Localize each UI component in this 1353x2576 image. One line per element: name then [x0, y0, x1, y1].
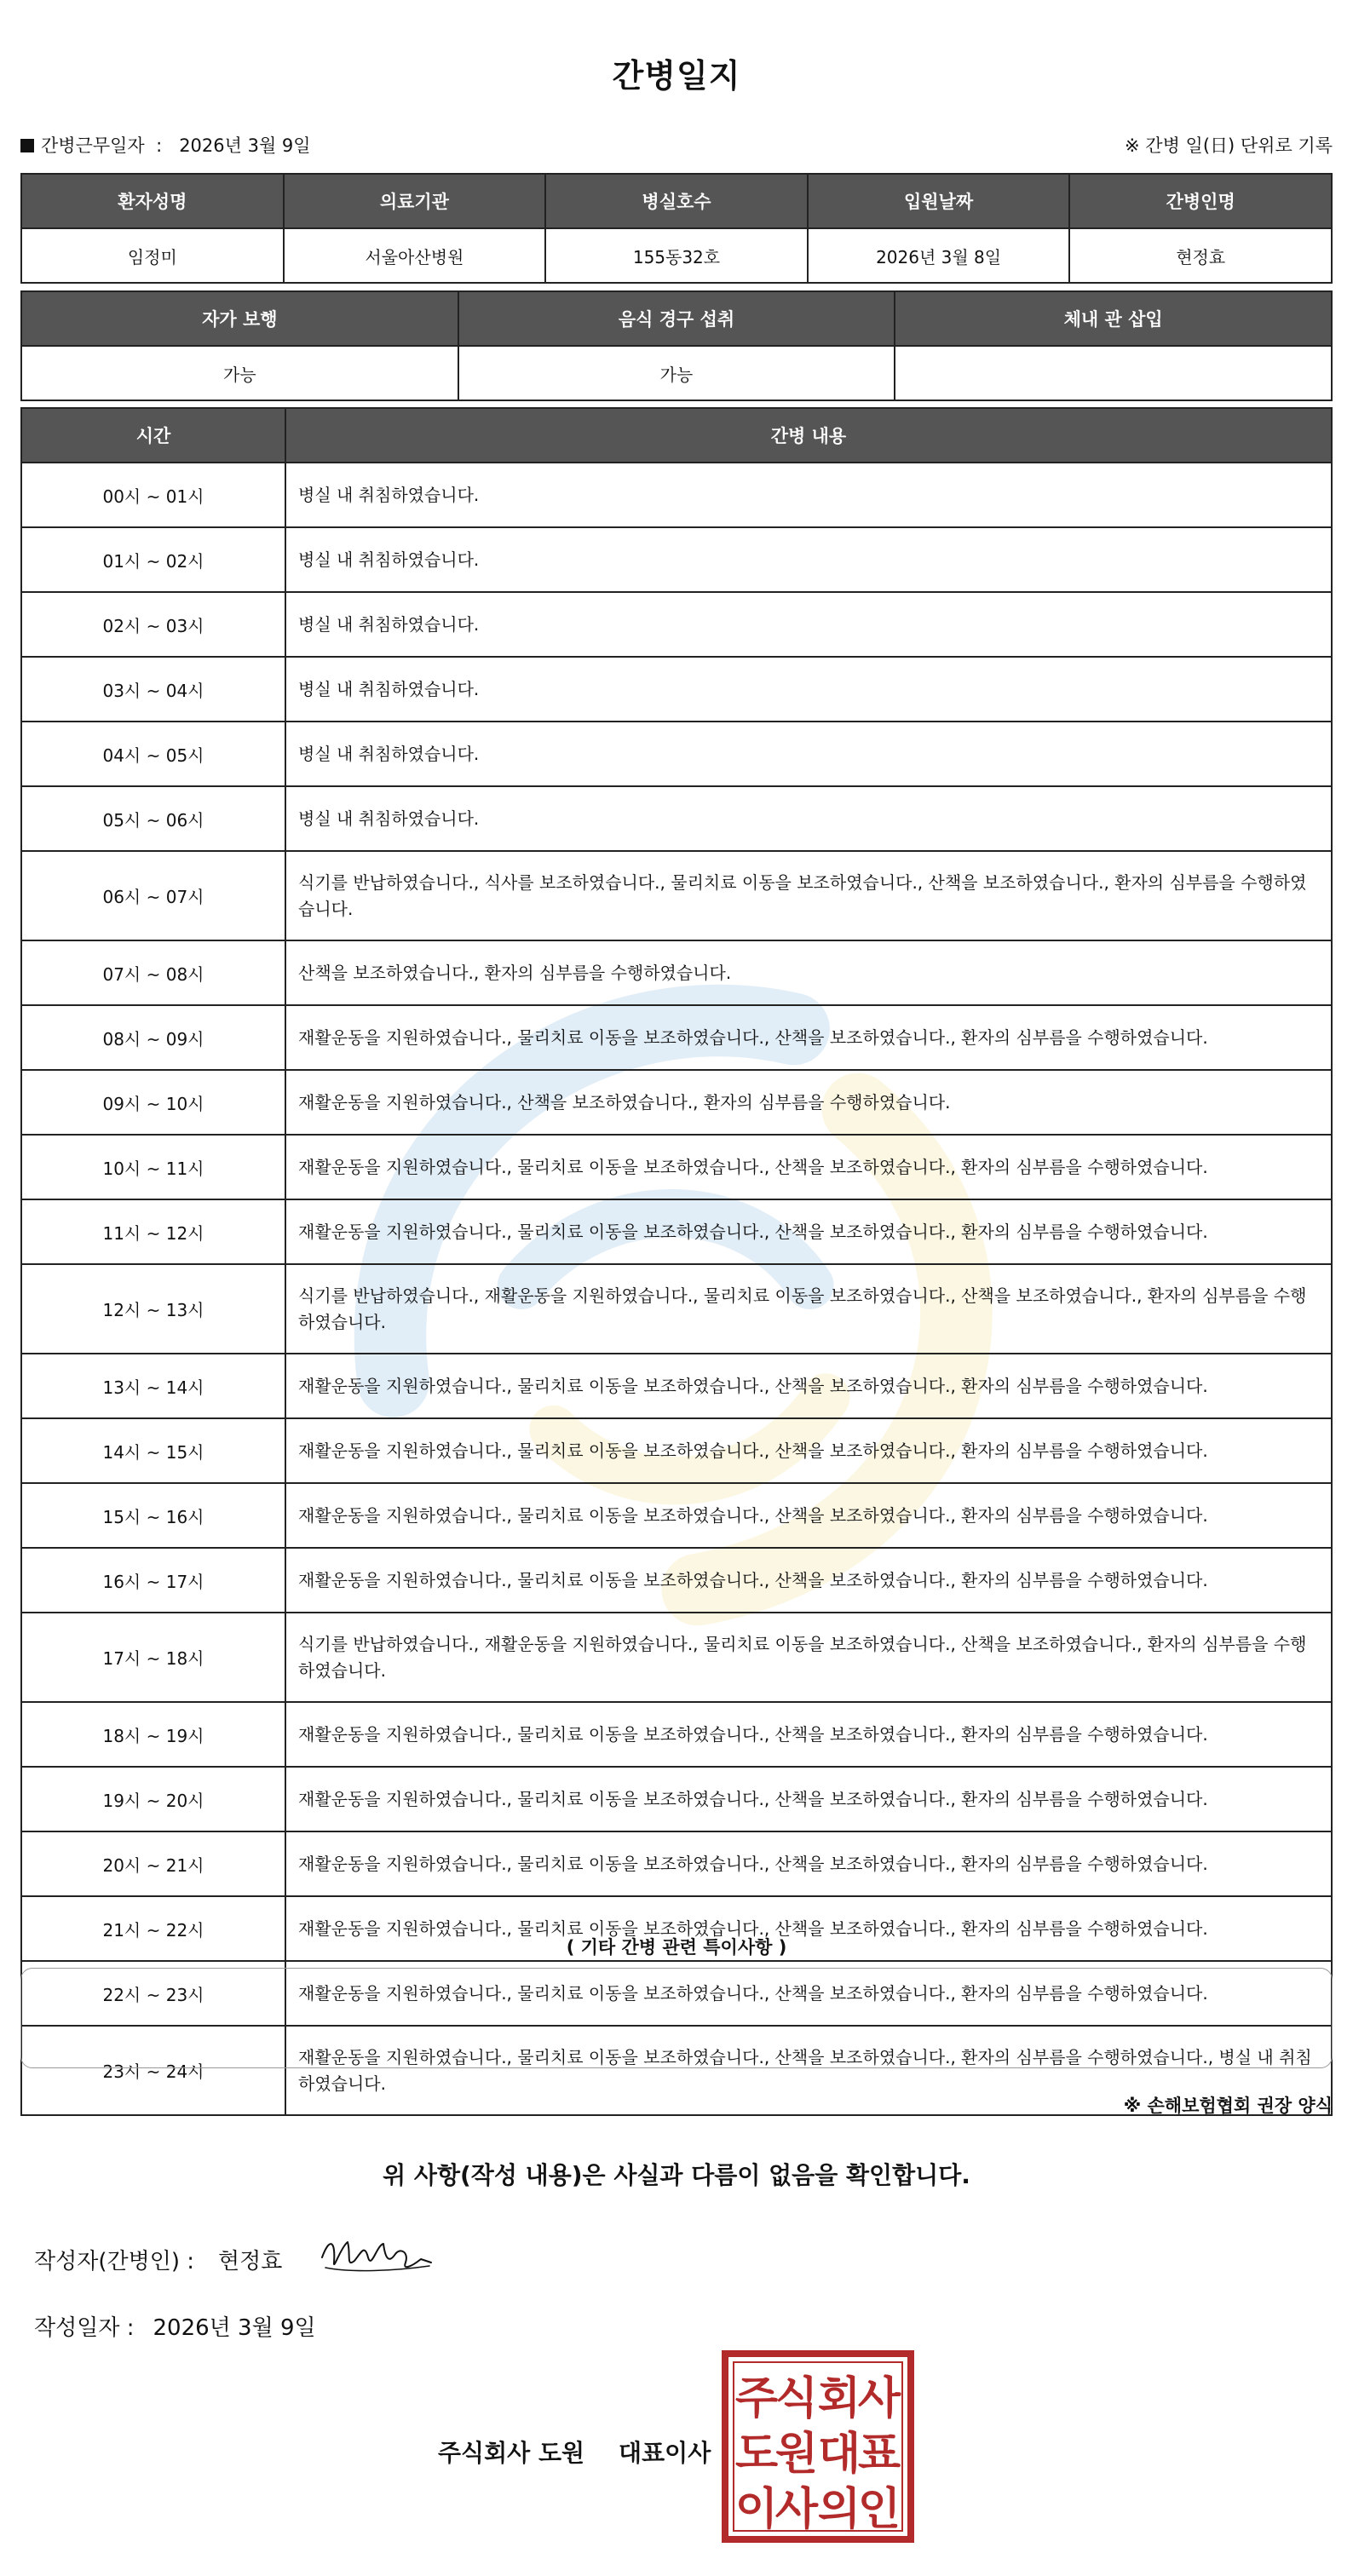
svg-text:사: 사 — [774, 2484, 819, 2535]
log-time: 00시 ~ 01시 — [21, 463, 285, 527]
work-date-separator: : — [156, 135, 163, 156]
log-time: 05시 ~ 06시 — [21, 786, 285, 851]
record-note: ※ 간병 일(日) 단위로 기록 — [1125, 135, 1333, 156]
table-row — [21, 592, 1332, 657]
table-row — [21, 1264, 1332, 1354]
header-room: 병실호수 — [545, 174, 808, 228]
log-time: 23시 ~ 24시 — [21, 2026, 285, 2115]
svg-text:표: 표 — [857, 2429, 901, 2480]
log-time: 07시 ~ 08시 — [21, 940, 285, 1005]
svg-text:도: 도 — [734, 2429, 779, 2480]
table-row — [21, 463, 1332, 527]
svg-text:의: 의 — [817, 2484, 861, 2535]
svg-text:식: 식 — [774, 2373, 819, 2424]
table-header-row — [21, 174, 1332, 228]
log-time: 04시 ~ 05시 — [21, 722, 285, 786]
log-time: 02시 ~ 03시 — [21, 592, 285, 657]
log-content: 재활운동을 지원하였습니다., 물리치료 이동을 보조하였습니다., 산책을 보조하였습니다., 환자의 심부름을 수행하였습니다. — [285, 1548, 1332, 1613]
work-date-label: 간병근무일자 — [41, 135, 145, 156]
header-care-content: 간병 내용 — [285, 408, 1332, 463]
header-admission-date: 입원날짜 — [808, 174, 1070, 228]
company-name: 주식회사 도원 — [438, 2439, 585, 2467]
svg-text:원: 원 — [774, 2429, 819, 2480]
tube-insertion-value — [895, 346, 1332, 400]
log-content: 재활운동을 지원하였습니다., 물리치료 이동을 보조하였습니다., 산책을 보조하였습니다., 환자의 심부름을 수행하였습니다. — [285, 1961, 1332, 2026]
log-content: 병실 내 취침하였습니다. — [285, 527, 1332, 592]
header-patient-name: 환자성명 — [21, 174, 284, 228]
log-content: 재활운동을 지원하였습니다., 물리치료 이동을 보조하였습니다., 산책을 보조하였습니다., 환자의 심부름을 수행하였습니다. — [285, 1135, 1332, 1199]
written-date-label: 작성일자 : — [34, 2315, 135, 2341]
table-row — [21, 1483, 1332, 1548]
table-row — [21, 1135, 1332, 1199]
table-row — [21, 786, 1332, 851]
header-caregiver-name: 간병인명 — [1069, 174, 1332, 228]
written-date-row — [34, 2310, 316, 2342]
log-time: 18시 ~ 19시 — [21, 1702, 285, 1767]
confirmation-statement: 위 사항(작성 내용)은 사실과 다름이 없음을 확인합니다. — [383, 2161, 970, 2189]
table-row — [21, 1005, 1332, 1070]
log-time: 11시 ~ 12시 — [21, 1199, 285, 1264]
log-time: 13시 ~ 14시 — [21, 1354, 285, 1418]
table-row — [21, 1199, 1332, 1264]
log-time: 21시 ~ 22시 — [21, 1896, 285, 1961]
log-time: 10시 ~ 11시 — [21, 1135, 285, 1199]
log-content: 재활운동을 지원하였습니다., 물리치료 이동을 보조하였습니다., 산책을 보조하였습니다., 환자의 심부름을 수행하였습니다. — [285, 1767, 1332, 1831]
svg-text:대: 대 — [817, 2429, 861, 2480]
header-hospital: 의료기관 — [284, 174, 546, 228]
header-time: 시간 — [21, 408, 285, 463]
log-time: 09시 ~ 10시 — [21, 1070, 285, 1135]
log-content: 병실 내 취침하였습니다. — [285, 592, 1332, 657]
work-date-value: 2026년 3월 9일 — [179, 135, 311, 156]
hospital-value: 서울아산병원 — [284, 228, 546, 283]
recommend-note: ※ 손해보험협회 권장 양식 — [1123, 2096, 1333, 2116]
log-time: 15시 ~ 16시 — [21, 1483, 285, 1548]
log-content: 재활운동을 지원하였습니다., 산책을 보조하였습니다., 환자의 심부름을 수행하였습니다. — [285, 1070, 1332, 1135]
table-row — [21, 657, 1332, 722]
log-content: 병실 내 취침하였습니다. — [285, 657, 1332, 722]
table-row — [21, 346, 1332, 400]
signature-icon — [317, 2228, 436, 2280]
walking-value: 가능 — [21, 346, 458, 400]
table-row — [21, 1418, 1332, 1483]
log-content: 식기를 반납하였습니다., 재활운동을 지원하였습니다., 물리치료 이동을 보조하였습니다., 산책을 보조하였습니다., 환자의 심부름을 수행하였습니다. — [285, 1613, 1332, 1702]
table-header-row — [21, 291, 1332, 346]
svg-text:회: 회 — [817, 2373, 861, 2424]
patient-name-value: 임정미 — [21, 228, 284, 283]
other-notes-box — [20, 1968, 1333, 2068]
company-seal-icon — [721, 2349, 915, 2544]
work-date — [20, 132, 311, 158]
log-content: 식기를 반납하였습니다., 재활운동을 지원하였습니다., 물리치료 이동을 보조하였습니다., 산책을 보조하였습니다., 환자의 심부름을 수행하였습니다. — [285, 1264, 1332, 1354]
svg-text:이: 이 — [734, 2484, 779, 2535]
log-content: 재활운동을 지원하였습니다., 물리치료 이동을 보조하였습니다., 산책을 보조하였습니다., 환자의 심부름을 수행하였습니다. — [285, 1418, 1332, 1483]
admission-date-value: 2026년 3월 8일 — [808, 228, 1070, 283]
table-header-row — [21, 408, 1332, 463]
table-row — [21, 1831, 1332, 1896]
log-time: 08시 ~ 09시 — [21, 1005, 285, 1070]
table-row — [21, 940, 1332, 1005]
writer-name: 현정효 — [218, 2249, 283, 2274]
header-walking: 자가 보행 — [21, 291, 458, 346]
log-content: 식기를 반납하였습니다., 식사를 보조하였습니다., 물리치료 이동을 보조하였습니다., 산책을 보조하였습니다., 환자의 심부름을 수행하였습니다. — [285, 851, 1332, 940]
log-content: 재활운동을 지원하였습니다., 물리치료 이동을 보조하였습니다., 산책을 보조하였습니다., 환자의 심부름을 수행하였습니다. — [285, 1896, 1332, 1961]
log-content: 병실 내 취침하였습니다. — [285, 722, 1332, 786]
table-row — [21, 1767, 1332, 1831]
svg-text:주: 주 — [734, 2373, 779, 2424]
table-row — [21, 1613, 1332, 1702]
log-content: 재활운동을 지원하였습니다., 물리치료 이동을 보조하였습니다., 산책을 보조하였습니다., 환자의 심부름을 수행하였습니다. — [285, 1199, 1332, 1264]
svg-text:인: 인 — [857, 2484, 901, 2535]
header-oral-intake: 음식 경구 섭취 — [458, 291, 895, 346]
log-time: 12시 ~ 13시 — [21, 1264, 285, 1354]
writer-label: 작성자(간병인) : — [34, 2249, 195, 2274]
log-content: 재활운동을 지원하였습니다., 물리치료 이동을 보조하였습니다., 산책을 보조하였습니다., 환자의 심부름을 수행하였습니다. — [285, 1483, 1332, 1548]
log-content: 병실 내 취침하였습니다. — [285, 786, 1332, 851]
table-row — [21, 1702, 1332, 1767]
writer-row — [34, 2244, 282, 2275]
log-content: 재활운동을 지원하였습니다., 물리치료 이동을 보조하였습니다., 산책을 보조하였습니다., 환자의 심부름을 수행하였습니다. — [285, 1702, 1332, 1767]
log-content: 재활운동을 지원하였습니다., 물리치료 이동을 보조하였습니다., 산책을 보조하였습니다., 환자의 심부름을 수행하였습니다. — [285, 1831, 1332, 1896]
caregiver-name-value: 현정효 — [1069, 228, 1332, 283]
log-time: 14시 ~ 15시 — [21, 1418, 285, 1483]
log-time: 03시 ~ 04시 — [21, 657, 285, 722]
log-content: 재활운동을 지원하였습니다., 물리치료 이동을 보조하였습니다., 산책을 보조하였습니다., 환자의 심부름을 수행하였습니다. — [285, 1005, 1332, 1070]
other-notes-title: ( 기타 간병 관련 특이사항 ) — [566, 1937, 787, 1958]
log-content: 재활운동을 지원하였습니다., 물리치료 이동을 보조하였습니다., 산책을 보조하였습니다., 환자의 심부름을 수행하였습니다. — [285, 1354, 1332, 1418]
table-row — [21, 1070, 1332, 1135]
patient-info-table — [20, 173, 1333, 284]
work-date-row — [20, 132, 1333, 159]
log-content: 산책을 보조하였습니다., 환자의 심부름을 수행하였습니다. — [285, 940, 1332, 1005]
log-time: 19시 ~ 20시 — [21, 1767, 285, 1831]
header-tube-insertion: 체내 관 삽입 — [895, 291, 1332, 346]
company-title: 대표이사 — [619, 2439, 711, 2467]
room-value: 155동32호 — [545, 228, 808, 283]
table-row — [21, 722, 1332, 786]
log-content: 병실 내 취침하였습니다. — [285, 463, 1332, 527]
log-time: 01시 ~ 02시 — [21, 527, 285, 592]
log-time: 16시 ~ 17시 — [21, 1548, 285, 1613]
log-time: 22시 ~ 23시 — [21, 1961, 285, 2026]
page-title: 간병일지 — [612, 57, 741, 95]
care-log-table — [20, 407, 1333, 2116]
table-row — [21, 527, 1332, 592]
table-row — [21, 1548, 1332, 1613]
log-time: 20시 ~ 21시 — [21, 1831, 285, 1896]
patient-status-table — [20, 290, 1333, 401]
company-signature — [438, 2435, 711, 2469]
log-time: 06시 ~ 07시 — [21, 851, 285, 940]
written-date-value: 2026년 3월 9일 — [153, 2315, 316, 2341]
oral-intake-value: 가능 — [458, 346, 895, 400]
log-time: 17시 ~ 18시 — [21, 1613, 285, 1702]
table-row — [21, 1354, 1332, 1418]
log-content: 재활운동을 지원하였습니다., 물리치료 이동을 보조하였습니다., 산책을 보조하였습니다., 환자의 심부름을 수행하였습니다., 병실 내 취침하였습니다. — [285, 2026, 1332, 2115]
svg-text:사: 사 — [857, 2373, 901, 2424]
square-bullet-icon — [20, 139, 34, 152]
table-row — [21, 228, 1332, 283]
table-row — [21, 851, 1332, 940]
